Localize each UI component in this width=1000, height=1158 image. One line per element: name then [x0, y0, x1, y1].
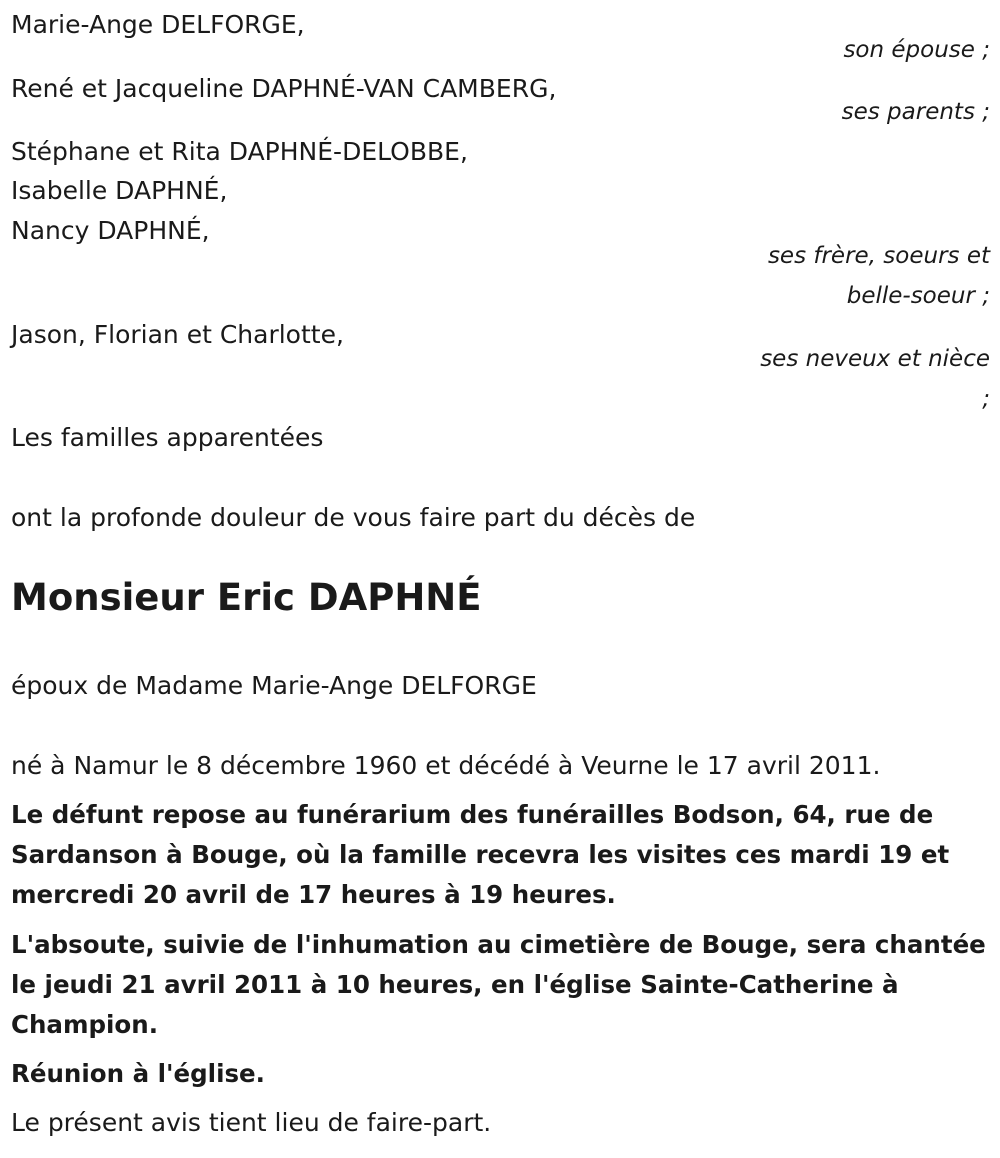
- parents-name: René et Jacqueline DAPHNÉ-VAN CAMBERG,: [11, 74, 557, 103]
- related-families: Les familles apparentées: [11, 423, 324, 452]
- birth-death: né à Namur le 8 décembre 1960 et décédé à Veurne le 17 avril 2011.: [11, 751, 881, 780]
- nephews-name: Jason, Florian et Charlotte,: [11, 320, 344, 349]
- meeting-paragraph: Réunion à l'église.: [11, 1059, 265, 1088]
- rest-place-paragraph: Le défunt repose au funérarium des funérailles Bodson, 64, rue de Sardanson à Bouge, où la famille recevra les visites ces mardi 19 et mercredi 20 avril de 17 heures à 19 heures.: [11, 800, 950, 909]
- nephews-role: ses neveux et nièce: [760, 346, 990, 372]
- sibling-name: Nancy DAPHNÉ,: [11, 216, 210, 245]
- sibling-name: Stéphane et Rita DAPHNÉ-DELOBBE,: [11, 137, 468, 166]
- spouse-of: époux de Madame Marie-Ange DELFORGE: [11, 671, 537, 700]
- siblings-role: belle-soeur ;: [846, 283, 990, 309]
- spouse-role: son épouse ;: [843, 37, 990, 63]
- notice-text: Le présent avis tient lieu de faire-part.: [11, 1108, 492, 1137]
- nephews-role: ;: [982, 386, 990, 412]
- sibling-name: Isabelle DAPHNÉ,: [11, 176, 228, 205]
- announcement-text: ont la profonde douleur de vous faire part du décès de: [11, 503, 696, 532]
- spouse-name: Marie-Ange DELFORGE,: [11, 10, 305, 39]
- siblings-role: ses frère, soeurs et: [767, 243, 990, 269]
- deceased-name: Monsieur Eric DAPHNÉ: [11, 576, 482, 619]
- parents-role: ses parents ;: [841, 99, 990, 125]
- ceremony-paragraph: L'absoute, suivie de l'inhumation au cimetière de Bouge, sera chantée le jeudi 21 avril 2011 à 10 heures, en l'église Sainte-Catherine à Champion.: [11, 930, 986, 1039]
